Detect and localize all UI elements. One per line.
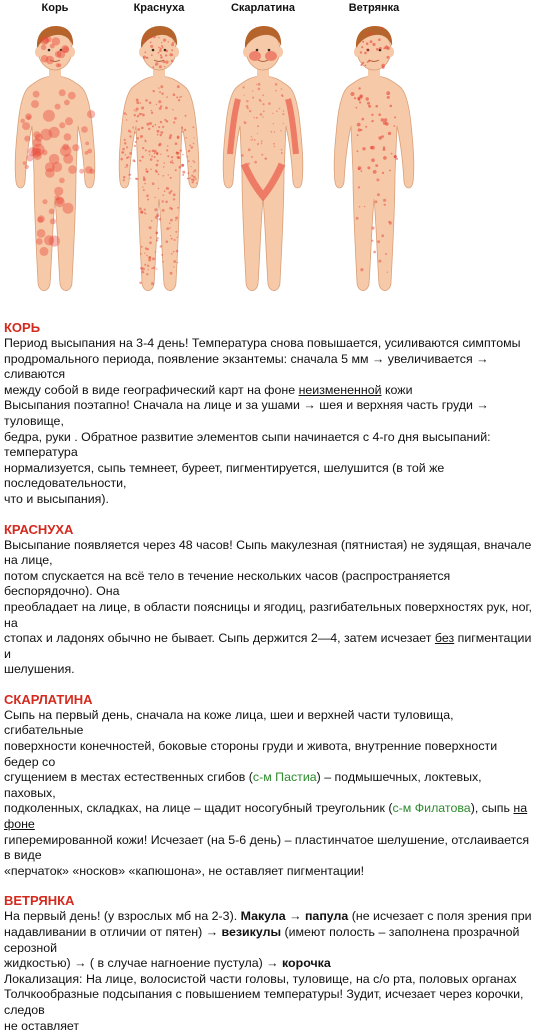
text-fragment: между собой в виде географический карт на фоне bbox=[4, 382, 299, 397]
text-line: шелушения. bbox=[4, 662, 75, 677]
text-line: не оставляет bbox=[4, 1018, 80, 1033]
section-title-measles: КОРЬ bbox=[4, 320, 41, 335]
figure-label-varicella: Ветрянка bbox=[348, 2, 400, 14]
child-figure-varicella bbox=[319, 14, 429, 310]
section-rubella bbox=[4, 522, 532, 678]
figure-label-measles: Корь bbox=[41, 2, 69, 14]
text-line: потом спускается на всё тело в течение нескольких часов (распространяется беспорядочно). Она bbox=[4, 568, 451, 599]
text-fragment: жидкостью) → ( в случае нагноение пустула) → bbox=[4, 956, 283, 971]
section-title-rubella: КРАСНУХА bbox=[4, 521, 74, 537]
illustration-panel bbox=[0, 0, 537, 310]
bold-term: везикулы bbox=[221, 925, 282, 939]
text-line: бедра, руки . Обратное развитие элементов сыпи начинается с 4-го дня высыпаний: температура bbox=[4, 429, 491, 460]
text-fragment: кожи bbox=[381, 382, 413, 397]
text-line bbox=[4, 925, 532, 956]
text-line: продромального периода, появление экзантемы: сначала 5 мм → увеличивается → сливаются bbox=[4, 351, 489, 382]
text-line bbox=[4, 909, 532, 925]
text-line bbox=[4, 631, 532, 662]
figure-label-rubella: Краснуха bbox=[133, 2, 185, 14]
text-fragment: → bbox=[285, 909, 305, 924]
syndrome-term: с-м Пастиа bbox=[252, 770, 317, 785]
text-fragment: (имеют полость – заполнена прозрачной серозной bbox=[4, 925, 520, 955]
text-fragment: стопах и ладонях обычно не бывает. Сыпь держится 2—4, затем исчезает bbox=[4, 631, 435, 646]
section-measles bbox=[4, 320, 532, 508]
child-figure-measles bbox=[0, 14, 110, 310]
text-line: гиперемированной кожи! Исчезает (на 5-6 день) – пластинчатое шелушение, отслаивается в виде bbox=[4, 832, 530, 863]
text-line bbox=[4, 770, 532, 801]
bold-term: корочка bbox=[282, 956, 331, 971]
text-line: Период высыпания на 3-4 день! Температура снова повышается, усиливаются симптомы bbox=[4, 336, 521, 350]
figure-label-scarlet: Скарлатина bbox=[230, 2, 296, 14]
text-line bbox=[4, 956, 532, 972]
text-fragment: ) – подмышечных, локтевых, паховых, bbox=[4, 770, 482, 800]
underlined-term: неизмененной bbox=[298, 382, 382, 397]
underlined-term: без bbox=[434, 631, 455, 646]
text-line bbox=[4, 383, 532, 399]
text-line bbox=[4, 801, 532, 832]
bold-term: Макула bbox=[240, 909, 286, 924]
text-fragment: надавливании в отличии от пятен) → bbox=[4, 925, 222, 939]
text-line: Толчкообразные подсыпания с повышением температуры! Зудит, исчезает через корочки, следов bbox=[4, 987, 524, 1017]
section-scarlet bbox=[4, 692, 532, 880]
text-fragment: сгущением в местах естественных сгибов ( bbox=[4, 770, 253, 785]
text-fragment: На первый день! (у взрослых мб на 2-3). bbox=[4, 909, 241, 924]
child-figure-rubella bbox=[104, 14, 214, 310]
section-title-varicella: ВЕТРЯНКА bbox=[4, 893, 75, 909]
text-fragment: (не исчезает с поля зрения при bbox=[348, 909, 532, 924]
text-line: Сыпь на первый день, сначала на коже лица, шеи и верхней части туловища, сгибательные bbox=[4, 707, 454, 738]
text-line: «перчаток» «носков» «капюшона», не оставляет пигментации! bbox=[4, 863, 365, 878]
text-line: преобладает на лице, в области поясницы и ягодиц, разгибательных поверхностях рук, ног, на bbox=[4, 599, 532, 630]
child-figure-scarlet bbox=[208, 14, 318, 310]
text-line: Высыпание появляется через 48 часов! Сыпь макулезная (пятнистая) не зудящая, вначале на лице, bbox=[4, 537, 532, 568]
text-fragment: ), сыпь bbox=[470, 801, 514, 816]
description-text bbox=[4, 320, 532, 1034]
text-line: что и высыпания). bbox=[4, 491, 109, 506]
text-line: Высыпания поэтапно! Сначала на лице и за ушами → шея и верхняя часть груди → туловище, bbox=[4, 398, 489, 428]
text-line: нормализуется, сыпь темнеет, буреет, пигментируется, шелушится (в той же последовательности, bbox=[4, 460, 445, 491]
text-fragment: подколенных, складках, на лице – щадит носогубный треугольник ( bbox=[4, 801, 393, 816]
underlined-term: на фоне bbox=[4, 801, 528, 832]
section-varicella bbox=[4, 893, 532, 1034]
bold-term: папула bbox=[304, 909, 349, 924]
text-line: Локализация: На лице, волосистой части головы, туловище, на с/о рта, половых органах bbox=[4, 971, 517, 986]
text-fragment: пигментации и bbox=[4, 631, 532, 661]
text-line: поверхности конечностей, боковые стороны груди и живота, внутренние поверхности бедер со bbox=[4, 739, 498, 769]
section-title-scarlet: СКАРЛАТИНА bbox=[4, 691, 93, 707]
syndrome-term: с-м Филатова bbox=[392, 801, 471, 816]
